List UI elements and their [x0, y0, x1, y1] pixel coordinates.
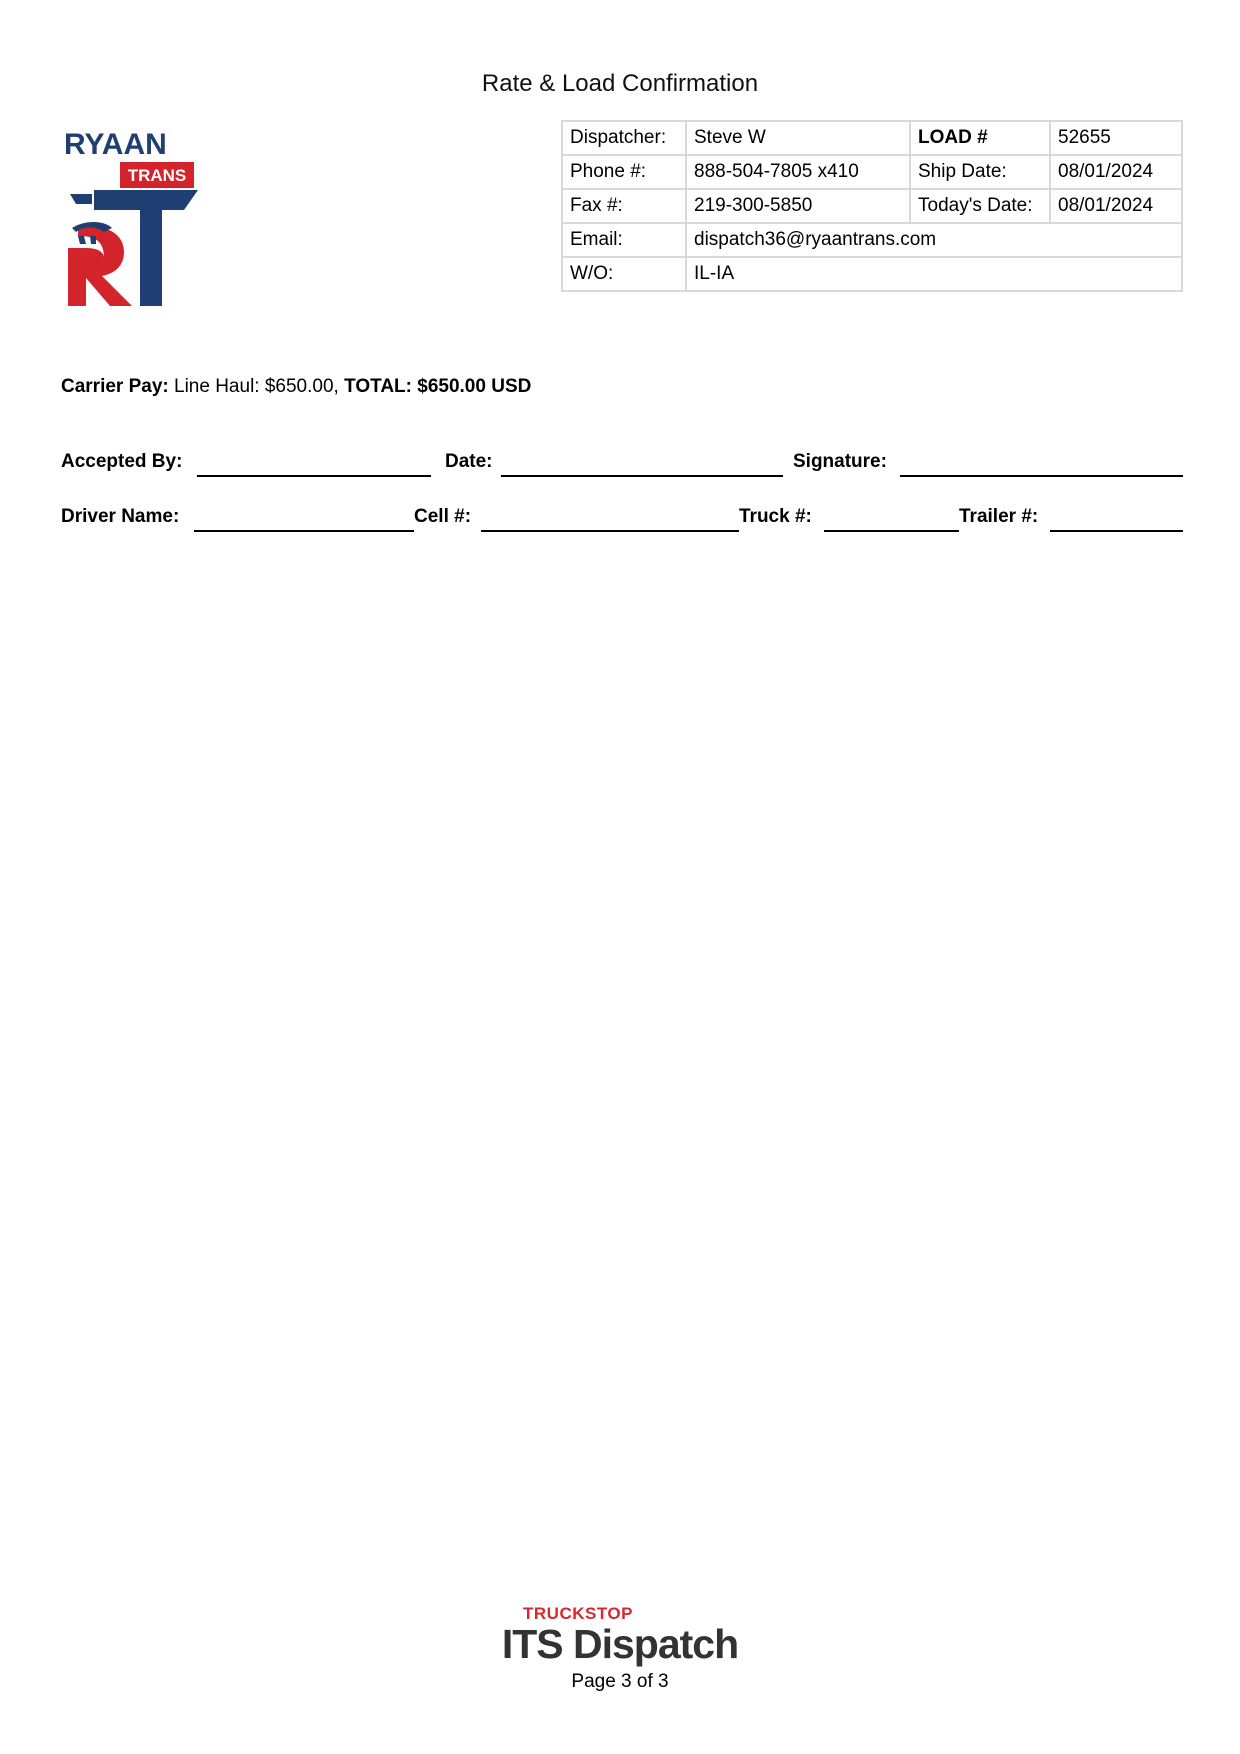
table-row — [562, 121, 1182, 155]
table-row — [562, 189, 1182, 223]
fax-label: Fax #: — [562, 189, 686, 223]
fax-value: 219-300-5850 — [686, 189, 910, 223]
truck-line[interactable] — [824, 530, 959, 532]
wo-label: W/O: — [562, 257, 686, 291]
signature-label: Signature: — [793, 451, 887, 472]
table-row — [562, 155, 1182, 189]
driver-name-label: Driver Name: — [61, 506, 180, 527]
ship-date-label: Ship Date: — [910, 155, 1050, 189]
cell-line[interactable] — [481, 530, 739, 532]
acceptance-row — [61, 451, 1183, 481]
dispatcher-value: Steve W — [686, 121, 910, 155]
table-row — [562, 223, 1182, 257]
table-row — [562, 257, 1182, 291]
total-amount: TOTAL: $650.00 USD — [344, 376, 532, 397]
todays-date-label: Today's Date: — [910, 189, 1050, 223]
logo-brand-sub: TRANS — [127, 166, 187, 185]
load-number-label: LOAD # — [910, 121, 1050, 155]
footer-brand-logo — [0, 1604, 1240, 1667]
email-value: dispatch36@ryaantrans.com — [686, 223, 1182, 257]
phone-value: 888-504-7805 x410 — [686, 155, 910, 189]
phone-label: Phone #: — [562, 155, 686, 189]
cell-label: Cell #: — [414, 506, 472, 527]
brand-top-text: TRUCKSTOP — [523, 1604, 633, 1623]
todays-date-value: 08/01/2024 — [1050, 189, 1182, 223]
accepted-by-label: Accepted By: — [61, 451, 183, 472]
signature-line[interactable] — [900, 475, 1183, 477]
ryaan-trans-logo-icon — [64, 128, 204, 310]
driver-name-line[interactable] — [194, 530, 414, 532]
trailer-line[interactable] — [1050, 530, 1183, 532]
line-haul-amount: Line Haul: $650.00, — [168, 376, 345, 397]
date-line[interactable] — [501, 475, 783, 477]
document-title: Rate & Load Confirmation — [481, 70, 759, 97]
dispatcher-label: Dispatcher: — [562, 121, 686, 155]
page-number: Page 3 of 3 — [571, 1671, 669, 1692]
carrier-pay — [61, 376, 531, 398]
accepted-by-line[interactable] — [197, 475, 431, 477]
wo-value: IL-IA — [686, 257, 1182, 291]
date-label: Date: — [445, 451, 493, 472]
load-number-value: 52655 — [1050, 121, 1182, 155]
driver-row — [61, 506, 1183, 536]
truck-label: Truck #: — [739, 506, 812, 527]
carrier-pay-label: Carrier Pay: — [61, 376, 169, 397]
dispatch-info-table — [561, 120, 1183, 292]
trailer-label: Trailer #: — [959, 506, 1039, 527]
company-logo — [64, 128, 204, 310]
logo-brand-name: RYAAN — [64, 128, 167, 161]
email-label: Email: — [562, 223, 686, 257]
brand-main-text: ITS Dispatch — [501, 1621, 739, 1667]
ship-date-value: 08/01/2024 — [1050, 155, 1182, 189]
